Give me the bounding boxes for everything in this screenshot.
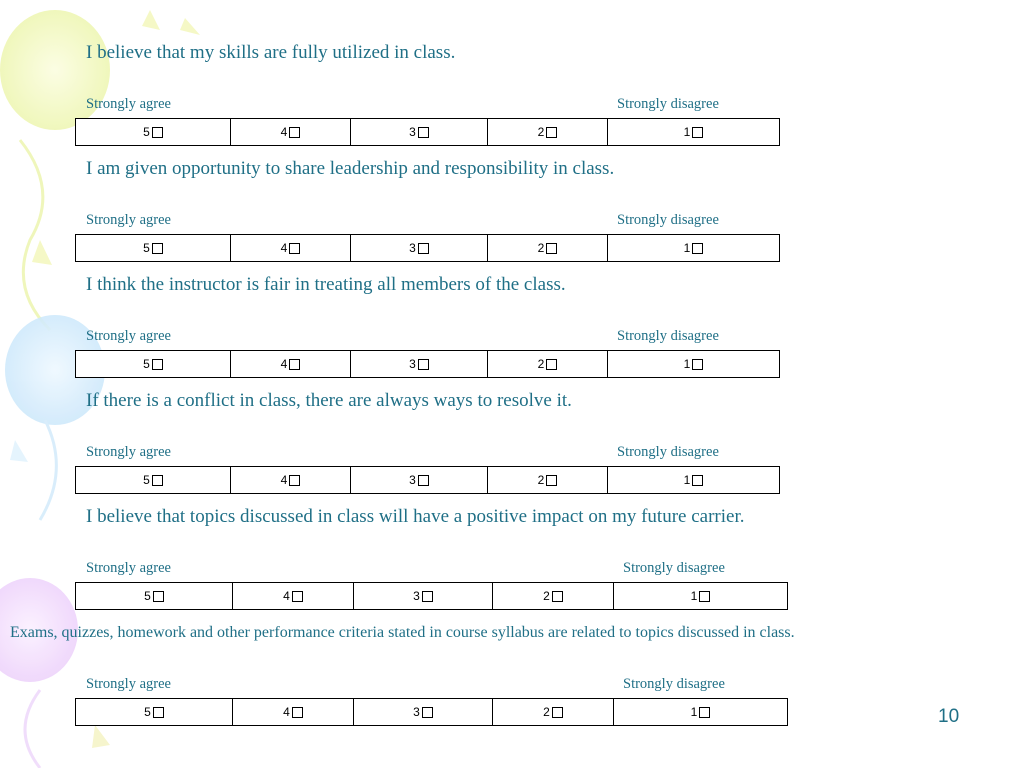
checkbox-5[interactable] xyxy=(152,475,163,486)
rating-cell[interactable] xyxy=(488,467,608,494)
strongly-disagree-label-2: Strongly disagree xyxy=(617,212,719,228)
checkbox-3[interactable] xyxy=(418,359,429,370)
option-label: 3 xyxy=(409,125,416,139)
option-label: 4 xyxy=(280,473,288,487)
option-label: 1 xyxy=(683,125,691,139)
rating-scale-6 xyxy=(75,698,788,726)
checkbox-3[interactable] xyxy=(418,475,429,486)
option-label: 4 xyxy=(280,241,288,255)
rating-cell[interactable] xyxy=(231,119,351,146)
rating-scale-5 xyxy=(75,582,788,610)
option-label: 1 xyxy=(683,241,691,255)
checkbox-1[interactable] xyxy=(699,707,710,718)
checkbox-1[interactable] xyxy=(692,475,703,486)
rating-scale-1 xyxy=(75,118,780,146)
checkbox-3[interactable] xyxy=(422,707,433,718)
rating-scale-4 xyxy=(75,466,780,494)
rating-cell[interactable] xyxy=(231,235,351,262)
rating-cell[interactable] xyxy=(76,235,231,262)
checkbox-1[interactable] xyxy=(692,243,703,254)
question-text-6: Exams, quizzes, homework and other performance criteria stated in course syllabus are related to topics discussed in class. xyxy=(10,624,795,641)
option-label: 4 xyxy=(283,705,290,719)
strongly-agree-label-5: Strongly agree xyxy=(86,560,171,576)
option-label: 1 xyxy=(690,589,698,603)
checkbox-2[interactable] xyxy=(552,707,563,718)
option-label: 5 xyxy=(143,125,150,139)
checkbox-4[interactable] xyxy=(289,359,300,370)
option-label: 1 xyxy=(683,473,691,487)
strongly-agree-label-6: Strongly agree xyxy=(86,676,171,692)
rating-cell[interactable] xyxy=(76,351,231,378)
option-label: 4 xyxy=(280,357,288,371)
option-label: 3 xyxy=(409,357,416,371)
option-label: 2 xyxy=(537,357,545,371)
checkbox-1[interactable] xyxy=(692,359,703,370)
rating-scale-3 xyxy=(75,350,780,378)
question-text-1: I believe that my skills are fully utilized in class. xyxy=(86,42,456,63)
rating-scale-2 xyxy=(75,234,780,262)
checkbox-2[interactable] xyxy=(546,359,557,370)
checkbox-5[interactable] xyxy=(152,127,163,138)
rating-cell[interactable] xyxy=(351,467,488,494)
option-label: 5 xyxy=(143,473,150,487)
option-label: 1 xyxy=(683,357,691,371)
option-label: 4 xyxy=(280,125,288,139)
rating-cell[interactable] xyxy=(76,119,231,146)
rating-cell[interactable] xyxy=(351,119,488,146)
rating-cell[interactable] xyxy=(354,699,493,726)
strongly-disagree-label-5: Strongly disagree xyxy=(623,560,725,576)
strongly-agree-label-2: Strongly agree xyxy=(86,212,171,228)
rating-cell[interactable] xyxy=(608,467,780,494)
checkbox-4[interactable] xyxy=(289,127,300,138)
option-label: 1 xyxy=(690,705,698,719)
rating-cell[interactable] xyxy=(351,235,488,262)
strongly-disagree-label-6: Strongly disagree xyxy=(623,676,725,692)
checkbox-3[interactable] xyxy=(418,243,429,254)
checkbox-5[interactable] xyxy=(152,243,163,254)
checkbox-2[interactable] xyxy=(546,475,557,486)
checkbox-3[interactable] xyxy=(418,127,429,138)
checkbox-1[interactable] xyxy=(692,127,703,138)
rating-cell[interactable] xyxy=(608,119,780,146)
rating-cell[interactable] xyxy=(488,235,608,262)
option-label: 2 xyxy=(543,589,550,603)
checkbox-3[interactable] xyxy=(422,591,433,602)
checkbox-4[interactable] xyxy=(289,243,300,254)
checkbox-4[interactable] xyxy=(292,707,303,718)
option-label: 2 xyxy=(537,241,545,255)
rating-cell[interactable] xyxy=(493,699,614,726)
rating-cell[interactable] xyxy=(231,351,351,378)
strongly-agree-label-4: Strongly agree xyxy=(86,444,171,460)
checkbox-4[interactable] xyxy=(292,591,303,602)
option-label: 2 xyxy=(543,705,550,719)
strongly-disagree-label-3: Strongly disagree xyxy=(617,328,719,344)
rating-cell[interactable] xyxy=(614,583,788,610)
option-label: 3 xyxy=(413,589,420,603)
rating-cell[interactable] xyxy=(488,119,608,146)
rating-cell[interactable] xyxy=(493,583,614,610)
strongly-agree-label-3: Strongly agree xyxy=(86,328,171,344)
rating-cell[interactable] xyxy=(488,351,608,378)
checkbox-5[interactable] xyxy=(153,591,164,602)
rating-cell[interactable] xyxy=(233,699,354,726)
option-label: 5 xyxy=(144,705,151,719)
checkbox-2[interactable] xyxy=(546,243,557,254)
rating-cell[interactable] xyxy=(231,467,351,494)
strongly-agree-label-1: Strongly agree xyxy=(86,96,171,112)
checkbox-5[interactable] xyxy=(153,707,164,718)
rating-cell[interactable] xyxy=(354,583,493,610)
strongly-disagree-label-4: Strongly disagree xyxy=(617,444,719,460)
option-label: 3 xyxy=(409,473,416,487)
checkbox-5[interactable] xyxy=(152,359,163,370)
checkbox-2[interactable] xyxy=(546,127,557,138)
option-label: 2 xyxy=(537,473,545,487)
option-label: 5 xyxy=(143,357,150,371)
rating-cell[interactable] xyxy=(76,467,231,494)
option-label: 2 xyxy=(537,125,545,139)
rating-cell[interactable] xyxy=(608,351,780,378)
rating-cell[interactable] xyxy=(76,583,233,610)
checkbox-4[interactable] xyxy=(289,475,300,486)
option-label: 5 xyxy=(143,241,150,255)
question-text-4: If there is a conflict in class, there are always ways to resolve it. xyxy=(86,390,572,411)
rating-cell[interactable] xyxy=(76,699,233,726)
rating-cell[interactable] xyxy=(614,699,788,726)
rating-cell[interactable] xyxy=(608,235,780,262)
strongly-disagree-label-1: Strongly disagree xyxy=(617,96,719,112)
question-text-3: I think the instructor is fair in treating all members of the class. xyxy=(86,274,566,295)
option-label: 3 xyxy=(413,705,420,719)
checkbox-1[interactable] xyxy=(699,591,710,602)
option-label: 5 xyxy=(144,589,151,603)
question-text-5: I believe that topics discussed in class will have a positive impact on my future carrier. xyxy=(86,506,745,527)
option-label: 4 xyxy=(283,589,290,603)
rating-cell[interactable] xyxy=(233,583,354,610)
rating-cell[interactable] xyxy=(351,351,488,378)
question-text-2: I am given opportunity to share leadership and responsibility in class. xyxy=(86,158,615,179)
page-number: 10 xyxy=(938,706,960,727)
checkbox-2[interactable] xyxy=(552,591,563,602)
option-label: 3 xyxy=(409,241,416,255)
